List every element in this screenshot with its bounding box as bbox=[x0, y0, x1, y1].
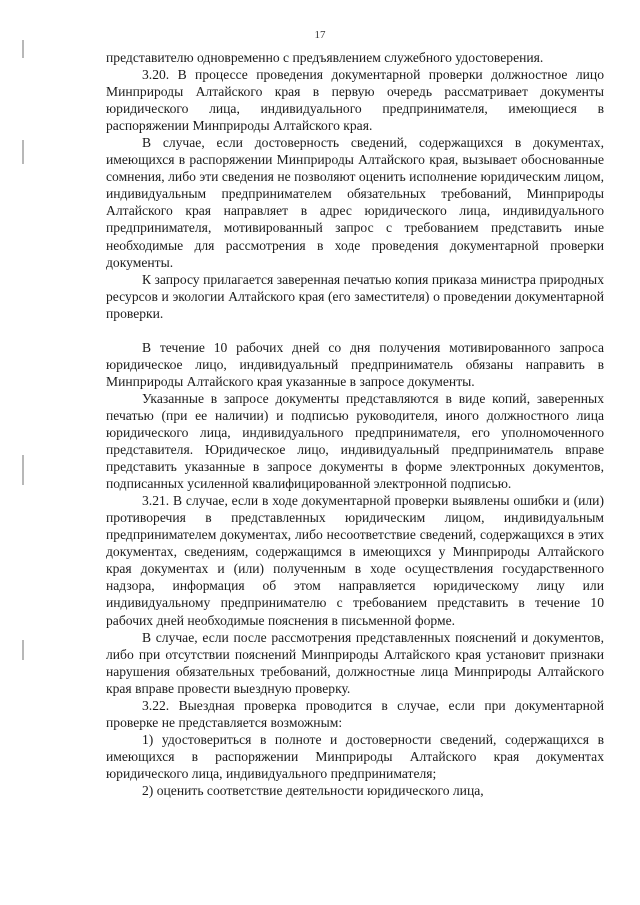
paragraph-field-inspection-right: В случае, если после рассмотрения представленных пояснений и документов, либо при отсутствии пояснений Минприроды Алтайского края установит признаки нарушения обязательных требований, должностные лица Минприроды Алтайского края вправе провести выездную проверку. bbox=[106, 629, 604, 696]
list-item-2: 2) оценить соответствие деятельности юридического лица, bbox=[142, 782, 484, 798]
paragraph-doubtful-info: В случае, если достоверность сведений, содержащихся в документах, имеющихся в распоряжении Минприроды Алтайского края, вызывает обоснованные сомнения, либо эти сведения не позволяют оценить исполнение юридическим лицом, индивидуальным предпринимателем обязательных требований, Минприроды Алтайского края направляет в адрес юридического лица, индивидуального предпринимателя, мотивированный запрос с требованием представить иные необходимые для рассмотрения в ходе проведения документарной проверки документы. bbox=[106, 135, 604, 270]
paragraph-continuation: представителю одновременно с предъявлением служебного удостоверения. bbox=[106, 50, 544, 65]
paragraph-copies: Указанные в запросе документы представляются в виде копий, заверенных печатью (при ее наличии) и подписью руководителя, иного должностного лица юридического лица, индивидуального предпринимателя, его уполномоченного представителя. Юридическое лицо, индивидуальный предприниматель вправе представить указанные в запросе документы в форме электронных документов, подписанных усиленной квалифицированной электронной подписью. bbox=[106, 390, 604, 492]
margin-mark bbox=[22, 640, 24, 660]
page-number: 17 bbox=[314, 29, 326, 41]
list-item-1: 1) удостовериться в полноте и достоверности сведений, содержащихся в имеющихся в распоряжении Минприроды Алтайского края документах юридического лица, индивидуального предпринимателя; bbox=[106, 731, 604, 781]
paragraph-10-days: В течение 10 рабочих дней со дня получения мотивированного запроса юридическое лицо, индивидуальный предприниматель обязаны направить в Минприроды Алтайского края указанные в запросе документы. bbox=[106, 339, 604, 389]
margin-mark bbox=[22, 40, 24, 58]
document-body bbox=[106, 49, 604, 799]
margin-mark bbox=[22, 140, 24, 164]
margin-mark bbox=[22, 455, 24, 485]
paragraph-3-21: 3.21. В случае, если в ходе документарной проверки выявлены ошибки и (или) противоречия в представленных юридическим лицом, индивидуальным предпринимателем документах, либо несоответствие сведений, содержащихся в этих документах, сведениям, содержащимся в имеющихся у Минприроды Алтайского края документах и (или) полученным в ходе осуществления государственного надзора, информация об этом направляется юридическому лицу или индивидуальному предпринимателю с требованием представить в течение 10 рабочих дней необходимые пояснения в письменной форме. bbox=[106, 493, 604, 628]
paragraph-request-attachment: К запросу прилагается заверенная печатью копия приказа министра природных ресурсов и экологии Алтайского края (его заместителя) о проведении документарной проверки. bbox=[106, 271, 604, 321]
paragraph-3-20: 3.20. В процессе проведения документарной проверки должностное лицо Минприроды Алтайского края в первую очередь рассматривает документы юридического лица, индивидуального предпринимателя, имеющиеся в распоряжении Минприроды Алтайского края. bbox=[106, 67, 604, 134]
paragraph-3-22: 3.22. Выездная проверка проводится в случае, если при документарной проверке не представляется возможным: bbox=[106, 697, 604, 730]
